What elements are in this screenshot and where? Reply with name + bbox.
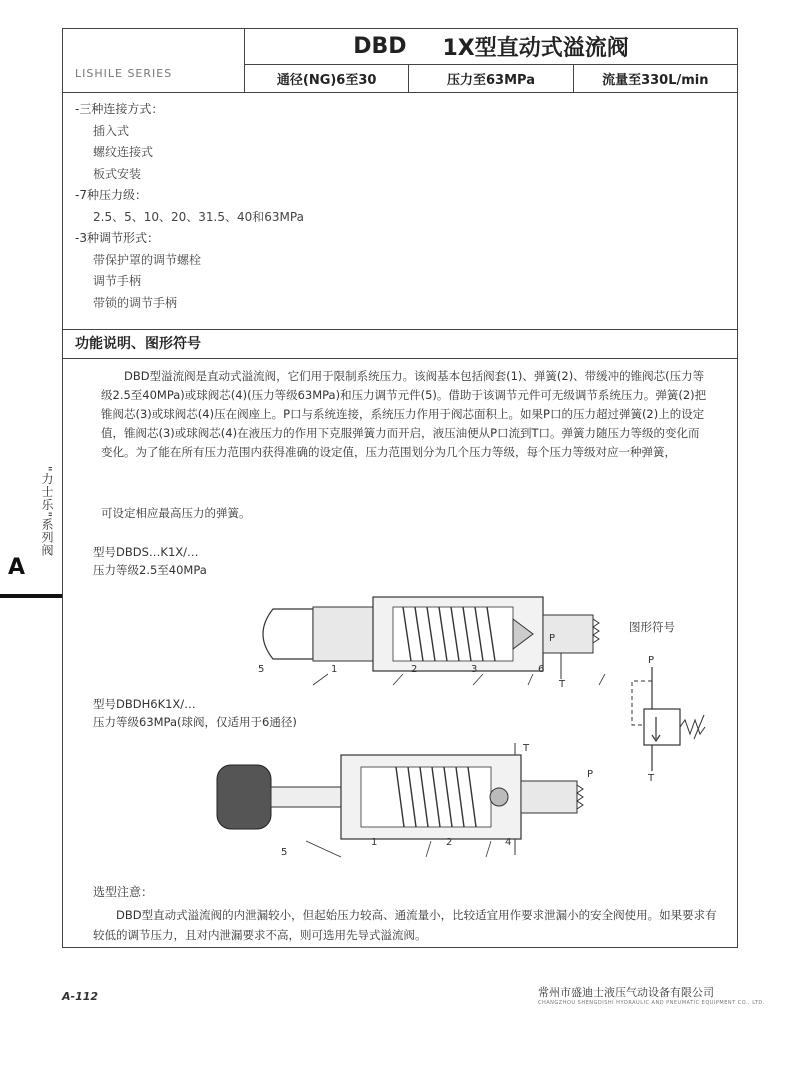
callout-5: 5 [258, 664, 265, 675]
function-description-tail: 可设定相应最高压力的弹簧。 [101, 506, 251, 520]
section-title: 功能说明、图形符号 [75, 336, 201, 352]
spec-flow: 流量至330L/min [602, 73, 709, 88]
callout-1: 1 [331, 664, 338, 675]
callout-6: 6 [538, 664, 545, 675]
feature-item: 带保护罩的调节螺栓 [93, 252, 202, 267]
feature-item: 调节手柄 [93, 274, 142, 288]
callout-5b: 5 [281, 847, 288, 858]
figure-1-pressure: 压力等级2.5至40MPa [93, 563, 207, 577]
logo-text: LISHILE SERIES [75, 67, 173, 80]
feature-item: 板式安装 [93, 166, 142, 181]
feature-heading: -7种压力级： [75, 188, 147, 202]
port-p-right-label: P [587, 769, 594, 780]
callout-3: 3 [471, 664, 478, 675]
port-t-label: T [559, 679, 566, 689]
function-description: DBD型溢流阀是直动式溢流阀，它们用于限制系统压力。该阀基本包括阀套(1)、弹簧(2)、带缓冲的锥阀芯(压力等级2.5至40MPa)或球阀芯(4)(压力等级63MPa)和压力调节元件(5)。借助于该调节元件可无级调节系统压力。弹簧(2)把锥阀芯(3)或球阀芯(4)压在阀座上。P口与系统连接，系统压力作用于阀芯面积上。如果P口的压力超过弹簧(2)上的设定值，锥阀芯(3)或球阀芯(4)在液压力的作用下克服弹簧力而开启，液压油便从P口流到T口。弹簧力随压力等级的变化而变化。为了能在所有压力范围内获得准确的设定值，压力范围划分为几个压力等级，每个压力等级对应一种弹簧， [101, 369, 707, 459]
datasheet-frame [62, 28, 738, 948]
valve-section-drawing-1 [243, 579, 623, 689]
port-p-label: P [549, 633, 556, 644]
notes-body: DBD型直动式溢流阀的内泄漏较小，但起始压力较高、通流量小，比较适宜用作要求泄漏小的安全阀使用。如果要求有较低的调节压力，且对内泄漏要求不高，则可选用先导式溢流阀。 [93, 908, 717, 942]
figure-1-model: 型号DBDS…K1X/… [93, 545, 199, 559]
feature-item: 插入式 [93, 123, 130, 138]
symbol-title: 图形符号 [629, 620, 675, 634]
spec-row [245, 65, 737, 93]
figure-1-caption [93, 543, 207, 579]
company-name: 常州市盛迪士液压气动设备有限公司 [538, 986, 714, 999]
port-t-top-label: T [523, 743, 530, 754]
company-name-en: CHANGZHOU SHENGDISHI HYDRAULIC AND PNEUMATIC EQUIPMENT CO., LTD. [538, 1000, 765, 1006]
figure-2-model: 型号DBDH6K1X/… [93, 697, 196, 711]
callout-4b: 4 [505, 837, 512, 848]
chapter-tab: A [8, 555, 26, 580]
hydraulic-symbol [618, 651, 718, 781]
figure-2-pressure: 压力等级63MPa(球阀，仅适用于6通径) [93, 715, 297, 729]
feature-item: 2.5、5、10、20、31.5、40和63MPa [93, 209, 304, 224]
callout-2: 2 [411, 664, 418, 675]
title-text: 1X型直动式溢流阀 [442, 36, 629, 61]
series-label: "力士乐"系列阀 [40, 466, 54, 558]
feature-item: 带锁的调节手柄 [93, 295, 178, 310]
valve-section-drawing-2 [211, 741, 631, 861]
header-logo-cell [63, 29, 245, 93]
feature-heading: -三种连接方式： [75, 102, 164, 116]
symbol-port-t: T [648, 773, 655, 781]
feature-item: 螺纹连接式 [93, 145, 154, 159]
spec-pressure: 压力至63MPa [409, 65, 573, 92]
page-number: A-112 [62, 990, 99, 1003]
model-code: DBD [353, 34, 407, 59]
figure-2-caption [93, 695, 297, 731]
callout-1b: 1 [371, 837, 378, 848]
callout-2b: 2 [446, 837, 453, 848]
notes-title: 选型注意： [93, 885, 154, 899]
page-title [245, 29, 737, 65]
feature-list [75, 99, 304, 314]
spec-size: 通径(NG)6至30 [245, 65, 409, 92]
symbol-port-p: P [648, 655, 655, 666]
chapter-tab-bar [0, 594, 62, 598]
feature-heading: -3种调节形式： [75, 231, 159, 245]
